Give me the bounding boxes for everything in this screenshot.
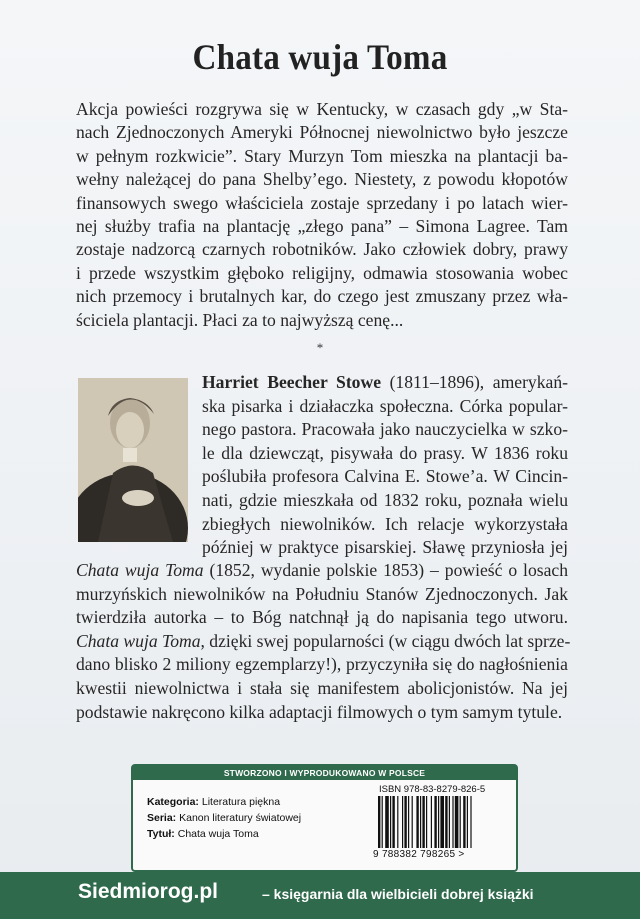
bio-paragraph-right [202, 371, 568, 560]
bio-line: później w praktyce pisarskiej. Sławę przyniosła jej [202, 537, 568, 558]
description-line: ściciela plantacji. Płaci za to najwyższą cenę... [76, 309, 404, 330]
barcode-bar [402, 796, 403, 848]
barcode-bar [467, 796, 468, 848]
barcode-bar [382, 796, 383, 848]
section-separator: * [316, 340, 324, 355]
barcode-bar [426, 796, 427, 848]
product-metadata [147, 794, 301, 842]
description-line: nach Zjednoczonych Ameryki Północnej niewolnictwo było jeszcze [76, 122, 568, 143]
barcode-bar [438, 796, 439, 848]
book-title: Chata wuja Toma [192, 37, 448, 77]
title-label: Tytuł: [147, 828, 175, 840]
description-line: zostaje nadzorcą czarnych robotników. Jako człowiek dobry, prawy [76, 239, 568, 260]
barcode-bar [463, 796, 465, 848]
description-line: nich przemocy i brutalnych kar, do czego jest zmuszany przez wła- [76, 286, 568, 307]
barcode-bar [385, 796, 389, 848]
author-portrait [78, 378, 188, 542]
portrait-illustration [78, 378, 188, 542]
bio-line: kwestii niewolnictwa i stała się manifestem abolicjonistów. Na jej [76, 677, 568, 698]
publisher-footer [0, 872, 640, 919]
barcode-bar [397, 796, 398, 848]
made-in-poland-header: STWORZONO I WYPRODUKOWANO W POLSCE [133, 766, 516, 780]
barcode-bar [440, 796, 444, 848]
bio-line: podstawie nakręcono kilka adaptacji filmowych o tym samym tytule. [76, 701, 563, 722]
bio-text: , dzięki swej popularności (w ciągu dwóch lat sprze- [200, 630, 571, 651]
barcode-bar [416, 796, 418, 848]
barcode-bar [412, 796, 413, 848]
bio-line: dano blisko 2 miliony egzemplarzy!), przyczyniła się do nagłośnienia [76, 654, 568, 675]
description-line: i przede wszystkim głęboko religijny, odmawia stosowania wobec [76, 262, 568, 283]
publisher-tagline: – księgarnia dla wielbicieli dobrej książki [262, 886, 534, 902]
book-title-italic: Chata wuja Toma [76, 630, 201, 651]
barcode-bar [445, 796, 447, 848]
series-value: Kanon literatury światowej [179, 812, 302, 824]
barcode-bar [390, 796, 391, 848]
description-paragraph [76, 98, 568, 332]
description-line: finansowych swego właściciela zostaje sprzedany i po latach wier- [76, 192, 568, 213]
bio-line: nati, gdzie mieszkała od 1832 roku, poznała wielu [202, 489, 568, 510]
description-line: wełny należącej do pana Shelby’ego. Niestety, z powodu kłopotów [76, 169, 568, 190]
bio-line [202, 371, 568, 395]
barcode-bar [434, 796, 436, 848]
bio-line: ska pisarka i działaczka społeczna. Córka popular- [202, 395, 568, 416]
barcode-bar [420, 796, 421, 848]
title-row [147, 826, 301, 842]
barcode-bar [408, 796, 409, 848]
series-row [147, 810, 301, 826]
bio-line: zbiegłych niewolników. Ich relacje wykorzystała [202, 513, 568, 534]
bio-line: nego pastora. Pracowała jako nauczycielka w szko- [202, 419, 568, 440]
barcode-bar [404, 796, 406, 848]
bio-line [76, 559, 568, 583]
bio-line: poślubiła profesora Calvina E. Stowe’a. W Cincin- [202, 466, 568, 487]
book-title-italic: Chata wuja Toma [76, 560, 204, 580]
barcode-bar [470, 796, 471, 848]
barcode-bar [422, 796, 424, 848]
barcode-number: 9 788382 798265 > [373, 849, 465, 860]
category-row [147, 794, 301, 810]
bio-line: twierdziła autorka – to Bóg natchnął ją do napisania tego utworu. [76, 607, 568, 628]
description-line: Akcja powieści rozgrywa się w Kentucky, w czasach gdy „w Sta- [76, 99, 568, 119]
barcode-bar [392, 796, 394, 848]
bio-line: le dla dziewcząt, pisywała do prasy. W 1836 roku [202, 442, 568, 463]
bio-line [76, 630, 571, 654]
barcode-bar [431, 796, 432, 848]
bio-text: (1811–1896), amerykań- [381, 372, 568, 392]
barcode-bar [455, 796, 459, 848]
series-label: Seria: [147, 812, 177, 824]
barcode-bar [378, 796, 380, 848]
category-label: Kategoria: [147, 796, 199, 808]
publisher-website-link[interactable]: Siedmiorog.pl [78, 880, 219, 903]
isbn-label: ISBN 978-83-8279-826-5 [379, 784, 486, 795]
description-line: nej służby trafia na plantację „złego pana” – Simona Lagree. Tam [76, 216, 568, 237]
bio-paragraph-full [76, 559, 571, 724]
barcode-bar [452, 796, 453, 848]
barcode-bar [449, 796, 450, 848]
bio-text: (1852, wydanie polskie 1853) – powieść o losach [203, 560, 569, 580]
description-line: w pełnym rozkwicie”. Stary Murzyn Tom mieszka na plantacji ba- [76, 145, 568, 166]
category-value: Literatura piękna [201, 796, 281, 808]
product-info-box [131, 764, 518, 872]
title-value: Chata wuja Toma [177, 828, 259, 840]
author-name: Harriet Beecher Stowe [202, 372, 381, 392]
barcode-bar [460, 796, 461, 848]
bio-line: murzyńskich niewolników na Południu Stanów Zjednoczonych. Jak [76, 583, 568, 604]
barcode-icon [378, 796, 508, 848]
